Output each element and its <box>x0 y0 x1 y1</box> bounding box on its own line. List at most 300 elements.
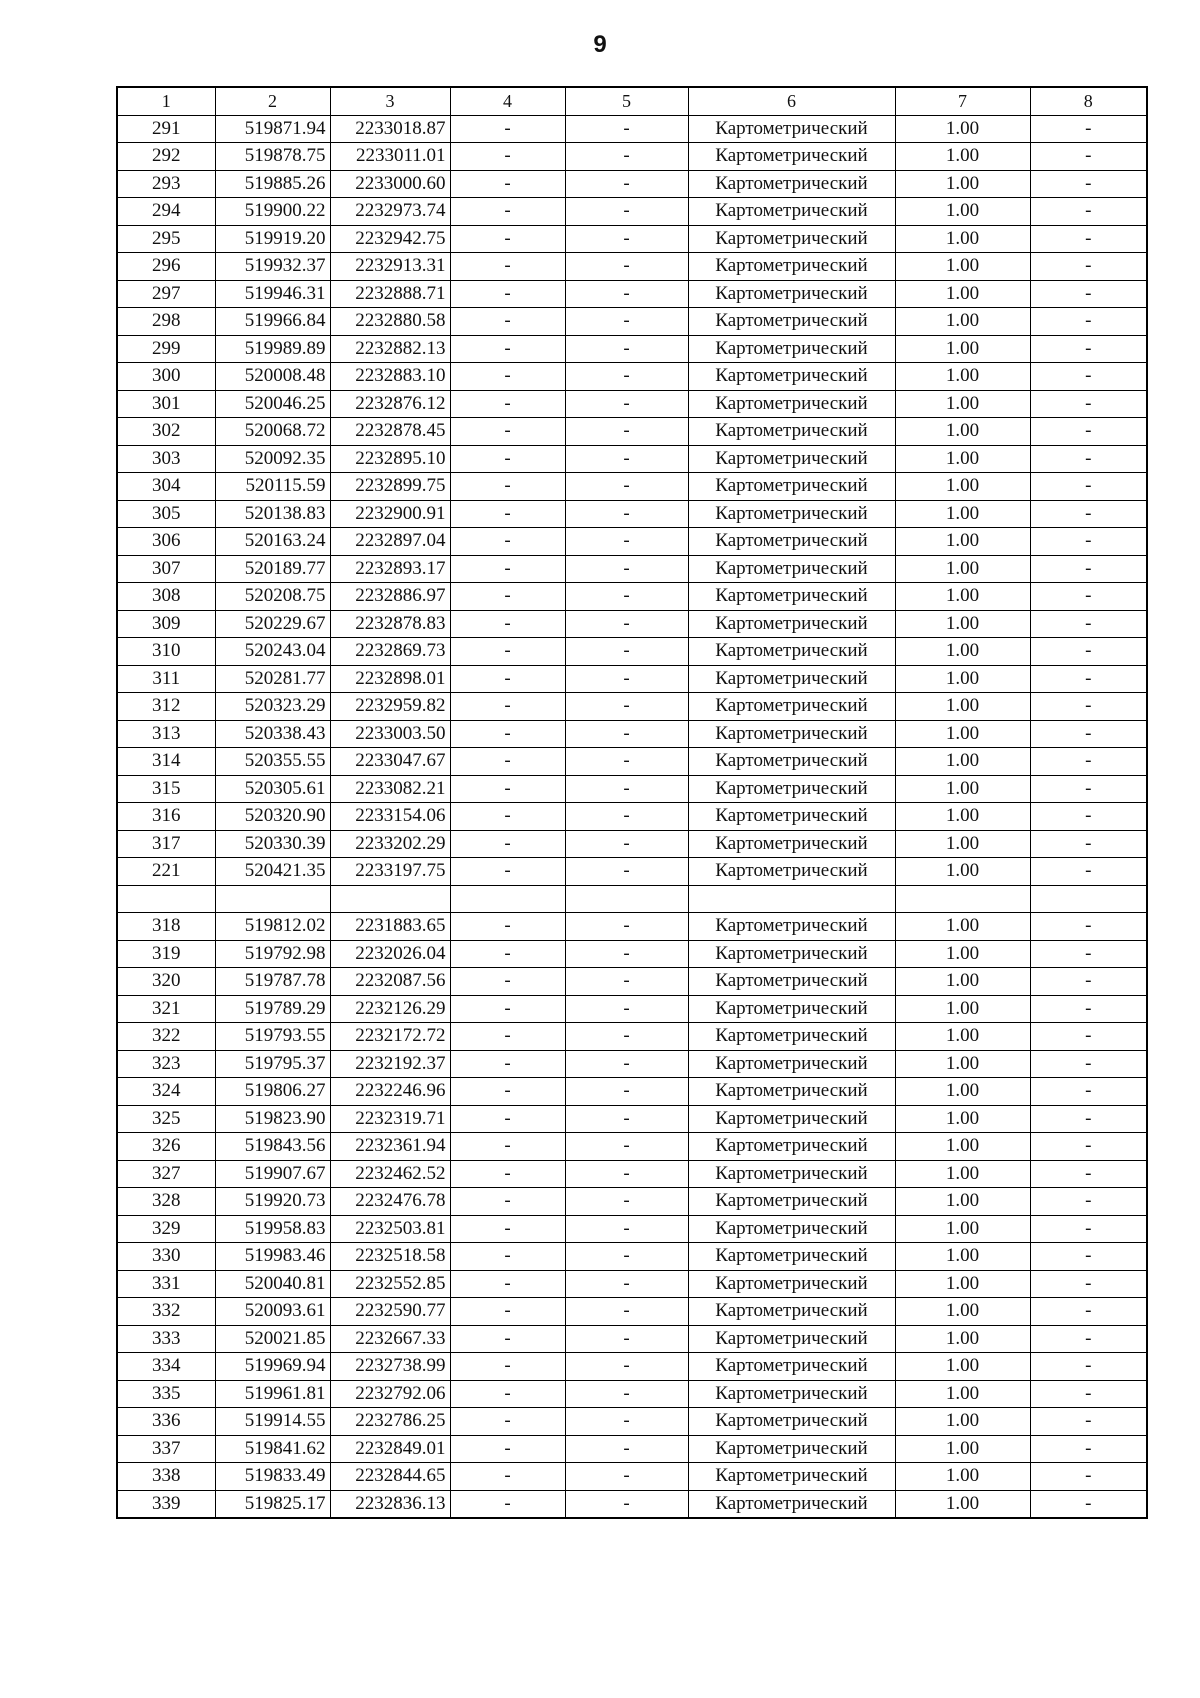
cell-point-number: 305 <box>117 500 215 528</box>
cell-y: 2232913.31 <box>330 253 450 281</box>
cell-point-number: 323 <box>117 1050 215 1078</box>
cell-y: 2233018.87 <box>330 115 450 143</box>
table-row <box>117 968 1147 996</box>
cell-col4: - <box>450 1050 565 1078</box>
cell-col5: - <box>565 170 688 198</box>
cell-col5: - <box>565 1490 688 1518</box>
cell-col4: - <box>450 1215 565 1243</box>
cell-point-number: 311 <box>117 665 215 693</box>
cell-col4: - <box>450 473 565 501</box>
table-row <box>117 1353 1147 1381</box>
cell-col5: - <box>565 968 688 996</box>
cell-point-number: 314 <box>117 748 215 776</box>
cell-method: Картометрический <box>688 858 895 886</box>
cell-accuracy: 1.00 <box>895 803 1030 831</box>
table-row <box>117 1188 1147 1216</box>
cell-y: 2232876.12 <box>330 390 450 418</box>
cell-col5: - <box>565 225 688 253</box>
cell-col8: - <box>1030 335 1147 363</box>
cell-y <box>330 885 450 913</box>
cell-method: Картометрический <box>688 1243 895 1271</box>
cell-accuracy: 1.00 <box>895 1160 1030 1188</box>
cell-col8: - <box>1030 1023 1147 1051</box>
cell-col8: - <box>1030 1050 1147 1078</box>
table-row <box>117 1160 1147 1188</box>
table-row <box>117 1490 1147 1518</box>
cell-accuracy: 1.00 <box>895 1133 1030 1161</box>
cell-col4: - <box>450 610 565 638</box>
cell-y: 2232087.56 <box>330 968 450 996</box>
cell-col4: - <box>450 693 565 721</box>
cell-col8: - <box>1030 308 1147 336</box>
cell-accuracy: 1.00 <box>895 665 1030 693</box>
cell-y: 2232893.17 <box>330 555 450 583</box>
cell-point-number: 295 <box>117 225 215 253</box>
cell-method: Картометрический <box>688 1160 895 1188</box>
cell-point-number: 325 <box>117 1105 215 1133</box>
cell-col4: - <box>450 583 565 611</box>
cell-col4: - <box>450 1490 565 1518</box>
cell-col8: - <box>1030 1490 1147 1518</box>
cell-point-number: 306 <box>117 528 215 556</box>
table-row <box>117 803 1147 831</box>
cell-col4: - <box>450 1160 565 1188</box>
cell-accuracy: 1.00 <box>895 280 1030 308</box>
cell-y: 2232897.04 <box>330 528 450 556</box>
cell-col8: - <box>1030 720 1147 748</box>
cell-col8: - <box>1030 775 1147 803</box>
cell-method: Картометрический <box>688 775 895 803</box>
cell-col8: - <box>1030 555 1147 583</box>
cell-x: 520138.83 <box>215 500 330 528</box>
cell-method: Картометрический <box>688 1490 895 1518</box>
cell-method: Картометрический <box>688 1298 895 1326</box>
table-row <box>117 363 1147 391</box>
cell-y: 2232667.33 <box>330 1325 450 1353</box>
cell-col5: - <box>565 1188 688 1216</box>
table-row <box>117 775 1147 803</box>
cell-accuracy: 1.00 <box>895 720 1030 748</box>
cell-x: 519792.98 <box>215 940 330 968</box>
table-row <box>117 830 1147 858</box>
cell-col8: - <box>1030 1188 1147 1216</box>
cell-accuracy: 1.00 <box>895 1408 1030 1436</box>
cell-col4: - <box>450 1298 565 1326</box>
cell-accuracy: 1.00 <box>895 610 1030 638</box>
cell-x: 519914.55 <box>215 1408 330 1436</box>
cell-col8: - <box>1030 363 1147 391</box>
cell-col4: - <box>450 638 565 666</box>
cell-y: 2232899.75 <box>330 473 450 501</box>
cell-col4: - <box>450 1023 565 1051</box>
cell-y: 2232192.37 <box>330 1050 450 1078</box>
cell-y: 2232849.01 <box>330 1435 450 1463</box>
table-row <box>117 473 1147 501</box>
cell-method: Картометрический <box>688 803 895 831</box>
header-cell-y: 3 <box>330 87 450 115</box>
cell-col5: - <box>565 1215 688 1243</box>
cell-col5: - <box>565 720 688 748</box>
cell-col4: - <box>450 528 565 556</box>
cell-accuracy: 1.00 <box>895 198 1030 226</box>
cell-col5: - <box>565 1078 688 1106</box>
cell-x: 520163.24 <box>215 528 330 556</box>
cell-accuracy: 1.00 <box>895 1380 1030 1408</box>
cell-y: 2232476.78 <box>330 1188 450 1216</box>
cell-col4: - <box>450 803 565 831</box>
cell-x: 520068.72 <box>215 418 330 446</box>
cell-y: 2232518.58 <box>330 1243 450 1271</box>
cell-y: 2233003.50 <box>330 720 450 748</box>
cell-point-number: 312 <box>117 693 215 721</box>
cell-col4: - <box>450 1325 565 1353</box>
cell-y: 2232878.83 <box>330 610 450 638</box>
cell-x: 520320.90 <box>215 803 330 831</box>
cell-y: 2232836.13 <box>330 1490 450 1518</box>
cell-col4: - <box>450 775 565 803</box>
cell-method: Картометрический <box>688 1023 895 1051</box>
cell-method: Картометрический <box>688 253 895 281</box>
table-row <box>117 1243 1147 1271</box>
table-row <box>117 1270 1147 1298</box>
cell-accuracy: 1.00 <box>895 995 1030 1023</box>
cell-col8: - <box>1030 170 1147 198</box>
cell-y: 2232882.13 <box>330 335 450 363</box>
cell-col5: - <box>565 803 688 831</box>
cell-col5: - <box>565 253 688 281</box>
cell-col4: - <box>450 1078 565 1106</box>
cell-x: 519989.89 <box>215 335 330 363</box>
table-row <box>117 1325 1147 1353</box>
cell-point-number: 327 <box>117 1160 215 1188</box>
cell-x: 519885.26 <box>215 170 330 198</box>
cell-point-number: 336 <box>117 1408 215 1436</box>
cell-accuracy: 1.00 <box>895 638 1030 666</box>
cell-x: 519871.94 <box>215 115 330 143</box>
cell-col4: - <box>450 253 565 281</box>
cell-col4: - <box>450 115 565 143</box>
cell-col8: - <box>1030 1380 1147 1408</box>
cell-col4: - <box>450 1105 565 1133</box>
cell-x: 519969.94 <box>215 1353 330 1381</box>
cell-x: 520330.39 <box>215 830 330 858</box>
cell-point-number: 320 <box>117 968 215 996</box>
table-row <box>117 885 1147 913</box>
header-cell-method: 6 <box>688 87 895 115</box>
cell-x: 520115.59 <box>215 473 330 501</box>
cell-col4: - <box>450 418 565 446</box>
table-row <box>117 858 1147 886</box>
cell-y: 2231883.65 <box>330 913 450 941</box>
cell-y: 2232898.01 <box>330 665 450 693</box>
cell-accuracy: 1.00 <box>895 775 1030 803</box>
cell-method: Картометрический <box>688 1133 895 1161</box>
cell-col4: - <box>450 995 565 1023</box>
cell-accuracy: 1.00 <box>895 1023 1030 1051</box>
cell-point-number: 310 <box>117 638 215 666</box>
cell-y: 2232786.25 <box>330 1408 450 1436</box>
header-cell-x: 2 <box>215 87 330 115</box>
cell-x: 520305.61 <box>215 775 330 803</box>
table-row <box>117 1408 1147 1436</box>
cell-col5: - <box>565 445 688 473</box>
cell-col5: - <box>565 335 688 363</box>
cell-col5: - <box>565 143 688 171</box>
cell-col8: - <box>1030 143 1147 171</box>
cell-x: 520046.25 <box>215 390 330 418</box>
cell-y: 2232503.81 <box>330 1215 450 1243</box>
table-row <box>117 583 1147 611</box>
cell-col8: - <box>1030 1160 1147 1188</box>
cell-accuracy: 1.00 <box>895 1435 1030 1463</box>
cell-method: Картометрический <box>688 638 895 666</box>
table-row <box>117 1380 1147 1408</box>
cell-col5: - <box>565 1353 688 1381</box>
cell-col5: - <box>565 390 688 418</box>
cell-col8: - <box>1030 1298 1147 1326</box>
cell-col8: - <box>1030 1408 1147 1436</box>
cell-method: Картометрический <box>688 665 895 693</box>
cell-accuracy: 1.00 <box>895 968 1030 996</box>
cell-point-number: 302 <box>117 418 215 446</box>
cell-method: Картометрический <box>688 390 895 418</box>
cell-y: 2232973.74 <box>330 198 450 226</box>
cell-method: Картометрический <box>688 830 895 858</box>
cell-x: 519878.75 <box>215 143 330 171</box>
page-number: 9 <box>593 31 607 58</box>
cell-method: Картометрический <box>688 335 895 363</box>
cell-col5: - <box>565 363 688 391</box>
cell-point-number: 298 <box>117 308 215 336</box>
cell-col8: - <box>1030 913 1147 941</box>
cell-col4: - <box>450 390 565 418</box>
cell-method: Картометрический <box>688 610 895 638</box>
table-row <box>117 995 1147 1023</box>
cell-col8: - <box>1030 1105 1147 1133</box>
cell-col5 <box>565 885 688 913</box>
cell-x <box>215 885 330 913</box>
cell-accuracy: 1.00 <box>895 335 1030 363</box>
cell-method: Картометрический <box>688 1325 895 1353</box>
cell-col8: - <box>1030 1270 1147 1298</box>
table-row <box>117 555 1147 583</box>
cell-col8: - <box>1030 1133 1147 1161</box>
cell-col4: - <box>450 143 565 171</box>
cell-col5: - <box>565 1050 688 1078</box>
table-row <box>117 720 1147 748</box>
cell-y: 2232590.77 <box>330 1298 450 1326</box>
cell-x: 519795.37 <box>215 1050 330 1078</box>
cell-point-number: 335 <box>117 1380 215 1408</box>
cell-method: Картометрический <box>688 1435 895 1463</box>
cell-x: 520008.48 <box>215 363 330 391</box>
cell-method: Картометрический <box>688 445 895 473</box>
cell-col8: - <box>1030 968 1147 996</box>
table-row <box>117 390 1147 418</box>
cell-accuracy: 1.00 <box>895 1325 1030 1353</box>
cell-col4: - <box>450 1463 565 1491</box>
cell-method: Картометрический <box>688 143 895 171</box>
header-cell-col5: 5 <box>565 87 688 115</box>
table-row <box>117 198 1147 226</box>
cell-col8: - <box>1030 995 1147 1023</box>
cell-y: 2232792.06 <box>330 1380 450 1408</box>
cell-col8: - <box>1030 445 1147 473</box>
cell-x: 519789.29 <box>215 995 330 1023</box>
cell-col4: - <box>450 335 565 363</box>
table-row <box>117 1463 1147 1491</box>
table-row <box>117 638 1147 666</box>
cell-col8: - <box>1030 858 1147 886</box>
cell-col5: - <box>565 1270 688 1298</box>
cell-col5: - <box>565 115 688 143</box>
cell-col4: - <box>450 445 565 473</box>
cell-method: Картометрический <box>688 748 895 776</box>
table-row <box>117 1215 1147 1243</box>
cell-method: Картометрический <box>688 940 895 968</box>
cell-col8: - <box>1030 280 1147 308</box>
cell-point-number: 321 <box>117 995 215 1023</box>
cell-accuracy: 1.00 <box>895 363 1030 391</box>
cell-col8: - <box>1030 1243 1147 1271</box>
cell-y: 2232886.97 <box>330 583 450 611</box>
cell-method <box>688 885 895 913</box>
cell-accuracy: 1.00 <box>895 858 1030 886</box>
cell-point-number: 308 <box>117 583 215 611</box>
cell-point-number: 301 <box>117 390 215 418</box>
table-row <box>117 1298 1147 1326</box>
cell-col5: - <box>565 1298 688 1326</box>
table-row <box>117 610 1147 638</box>
cell-y: 2232900.91 <box>330 500 450 528</box>
cell-col4: - <box>450 940 565 968</box>
cell-x: 519812.02 <box>215 913 330 941</box>
cell-x: 519825.17 <box>215 1490 330 1518</box>
cell-method: Картометрический <box>688 473 895 501</box>
cell-point-number: 313 <box>117 720 215 748</box>
cell-col8: - <box>1030 225 1147 253</box>
cell-col8 <box>1030 885 1147 913</box>
cell-accuracy: 1.00 <box>895 170 1030 198</box>
table-row <box>117 1050 1147 1078</box>
cell-col4: - <box>450 748 565 776</box>
cell-col5: - <box>565 1105 688 1133</box>
cell-y: 2233082.21 <box>330 775 450 803</box>
cell-accuracy: 1.00 <box>895 143 1030 171</box>
table-row <box>117 940 1147 968</box>
cell-x: 519920.73 <box>215 1188 330 1216</box>
cell-accuracy: 1.00 <box>895 473 1030 501</box>
table-header <box>117 87 1147 115</box>
cell-point-number: 294 <box>117 198 215 226</box>
cell-point-number: 324 <box>117 1078 215 1106</box>
cell-method: Картометрический <box>688 555 895 583</box>
cell-method: Картометрический <box>688 1353 895 1381</box>
header-cell-point-number: 1 <box>117 87 215 115</box>
cell-method: Картометрический <box>688 1215 895 1243</box>
cell-method: Картометрический <box>688 280 895 308</box>
cell-col5: - <box>565 1325 688 1353</box>
cell-method: Картометрический <box>688 995 895 1023</box>
cell-col5: - <box>565 1023 688 1051</box>
cell-method: Картометрический <box>688 225 895 253</box>
table-row <box>117 253 1147 281</box>
cell-accuracy: 1.00 <box>895 693 1030 721</box>
cell-point-number <box>117 885 215 913</box>
cell-accuracy: 1.00 <box>895 830 1030 858</box>
cell-x: 519966.84 <box>215 308 330 336</box>
cell-point-number: 330 <box>117 1243 215 1271</box>
cell-col8: - <box>1030 665 1147 693</box>
cell-accuracy: 1.00 <box>895 555 1030 583</box>
cell-method: Картометрический <box>688 308 895 336</box>
cell-method: Картометрический <box>688 1380 895 1408</box>
cell-y: 2232878.45 <box>330 418 450 446</box>
cell-col8: - <box>1030 500 1147 528</box>
cell-accuracy: 1.00 <box>895 1215 1030 1243</box>
table-row <box>117 115 1147 143</box>
cell-x: 519919.20 <box>215 225 330 253</box>
cell-col5: - <box>565 500 688 528</box>
cell-point-number: 221 <box>117 858 215 886</box>
cell-col4: - <box>450 1188 565 1216</box>
table-row <box>117 1023 1147 1051</box>
cell-accuracy: 1.00 <box>895 528 1030 556</box>
cell-x: 520092.35 <box>215 445 330 473</box>
cell-col8: - <box>1030 1463 1147 1491</box>
table-row <box>117 335 1147 363</box>
table-row <box>117 913 1147 941</box>
cell-col4: - <box>450 1408 565 1436</box>
cell-x: 520338.43 <box>215 720 330 748</box>
cell-x: 520243.04 <box>215 638 330 666</box>
cell-x: 520040.81 <box>215 1270 330 1298</box>
cell-col5: - <box>565 198 688 226</box>
cell-method: Картометрический <box>688 583 895 611</box>
cell-point-number: 317 <box>117 830 215 858</box>
cell-x: 519958.83 <box>215 1215 330 1243</box>
cell-method: Картометрический <box>688 693 895 721</box>
cell-col5: - <box>565 1133 688 1161</box>
cell-col8: - <box>1030 253 1147 281</box>
cell-point-number: 297 <box>117 280 215 308</box>
table-row <box>117 693 1147 721</box>
header-cell-col8: 8 <box>1030 87 1147 115</box>
table-row <box>117 418 1147 446</box>
cell-point-number: 331 <box>117 1270 215 1298</box>
table-row <box>117 170 1147 198</box>
cell-y: 2233047.67 <box>330 748 450 776</box>
cell-col4: - <box>450 1353 565 1381</box>
cell-point-number: 292 <box>117 143 215 171</box>
cell-col5: - <box>565 1160 688 1188</box>
cell-point-number: 339 <box>117 1490 215 1518</box>
cell-point-number: 316 <box>117 803 215 831</box>
cell-point-number: 337 <box>117 1435 215 1463</box>
cell-col4: - <box>450 280 565 308</box>
cell-col5: - <box>565 1380 688 1408</box>
cell-accuracy: 1.00 <box>895 1270 1030 1298</box>
cell-col4: - <box>450 1435 565 1463</box>
cell-x: 519900.22 <box>215 198 330 226</box>
cell-col4: - <box>450 830 565 858</box>
cell-col4: - <box>450 1270 565 1298</box>
cell-y: 2232942.75 <box>330 225 450 253</box>
cell-point-number: 332 <box>117 1298 215 1326</box>
cell-col5: - <box>565 665 688 693</box>
cell-accuracy: 1.00 <box>895 225 1030 253</box>
table-row <box>117 528 1147 556</box>
